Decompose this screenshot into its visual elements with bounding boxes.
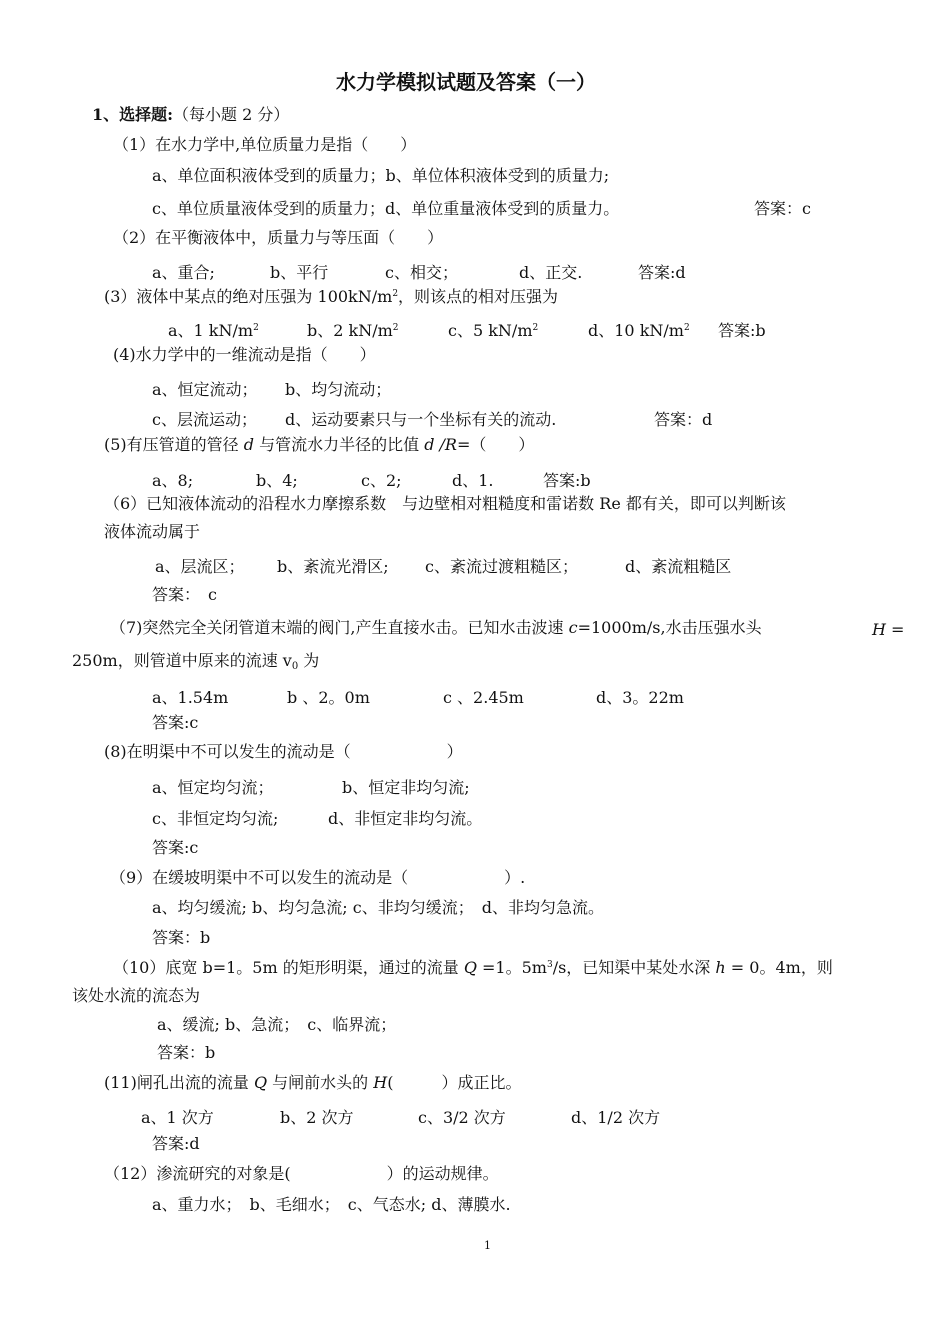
- question-4-option-b: b、均匀流动；: [285, 380, 392, 399]
- section-number: 1、选择题:: [92, 105, 174, 124]
- question-11-option-b: b、2 次方: [280, 1108, 354, 1127]
- question-11-option-c: c、3/2 次方: [418, 1108, 506, 1127]
- question-8-answer: 答案:c: [152, 838, 199, 857]
- question-7-stem-line1: （7)突然完全关闭管道末端的阀门,产生直接水击。已知水击波速 c=1000m/s,水击压强水头: [110, 618, 762, 637]
- question-7-stem-line2: 250m，则管道中原来的流速 $v_0$ 为: [72, 651, 320, 672]
- question-11-stem: (11)闸孔出流的流量 Q 与闸前水头的 H( ）成正比。: [104, 1073, 522, 1092]
- question-3-answer: 答案:b: [718, 321, 766, 340]
- question-6-stem-line2: 液体流动属于: [104, 522, 201, 541]
- question-7-symbol-h: H: [872, 620, 886, 639]
- question-3-option-a: a、1 $kN/m^2$: [168, 321, 259, 340]
- question-2-answer: 答案:d: [638, 263, 686, 282]
- question-9-stem: （9）在缓坡明渠中不可以发生的流动是（ ）.: [110, 868, 526, 887]
- question-4-option-d: d、运动要素只与一个坐标有关的流动.: [285, 410, 557, 429]
- question-10-stem-line1: （10）底宽 b=1。5m 的矩形明渠，通过的流量 Q =1。$5m^3/s$，已知渠中某处水深 h = 0。4m，则: [113, 958, 833, 977]
- question-12-stem: （12）渗流研究的对象是( ）的运动规律。: [104, 1164, 499, 1183]
- question-2-option-b: b、平行: [270, 263, 329, 282]
- question-11-option-a: a、1 次方: [141, 1108, 214, 1127]
- page-title: 水力学模拟试题及答案（一）: [336, 70, 596, 94]
- question-11-option-d: d、1/2 次方: [571, 1108, 661, 1127]
- question-10-stem-line2: 该处水流的流态为: [72, 986, 201, 1005]
- question-6-option-b: b、紊流光滑区;: [277, 557, 389, 576]
- question-5-answer: 答案:b: [543, 471, 591, 490]
- question-10-answer: 答案：b: [157, 1043, 216, 1062]
- question-2-option-c: c、相交；: [385, 263, 458, 282]
- question-7-option-a: a、1.54m: [152, 688, 229, 707]
- question-4-answer: 答案：d: [654, 410, 713, 429]
- question-11-answer: 答案:d: [152, 1134, 200, 1153]
- section-heading: [92, 107, 289, 123]
- question-7-equals: =: [891, 620, 905, 639]
- question-5-option-a: a、8;: [152, 471, 194, 490]
- question-8-option-c: c、非恒定均匀流;: [152, 809, 279, 828]
- question-6-answer: 答案： c: [152, 585, 217, 604]
- question-9-options: a、均匀缓流; b、均匀急流; c、非均匀缓流； d、非均匀急流。: [152, 898, 604, 917]
- question-9-answer: 答案：b: [152, 928, 211, 947]
- question-8-option-a: a、恒定均匀流；: [152, 778, 274, 797]
- question-8-stem: (8)在明渠中不可以发生的流动是（ ）: [104, 742, 463, 761]
- question-1-options-cd: c、单位质量液体受到的质量力；d、单位重量液体受到的质量力。: [152, 199, 620, 218]
- question-4-stem: (4)水力学中的一维流动是指（ ）: [113, 345, 376, 364]
- question-1-options-ab: a、单位面积液体受到的质量力；b、单位体积液体受到的质量力;: [152, 166, 610, 185]
- question-2-option-d: d、正交.: [519, 263, 583, 282]
- question-6-option-c: c、紊流过渡粗糙区；: [425, 557, 578, 576]
- question-5-option-d: d、1.: [452, 471, 494, 490]
- question-8-option-d: d、非恒定非均匀流。: [328, 809, 483, 828]
- question-7-answer: 答案:c: [152, 713, 199, 732]
- page-number: 1: [484, 1239, 491, 1252]
- question-12-options: a、重力水； b、毛细水； c、气态水; d、薄膜水.: [152, 1195, 511, 1214]
- question-4-option-c: c、层流运动；: [152, 410, 257, 429]
- question-3-option-d: d、10 $kN/m^2$: [588, 321, 690, 340]
- question-5-option-c: c、2;: [361, 471, 402, 490]
- section-note: （每小题 2 分）: [173, 105, 290, 124]
- question-8-option-b: b、恒定非均匀流;: [342, 778, 470, 797]
- question-6-option-a: a、层流区；: [155, 557, 245, 576]
- question-3-stem: (3）液体中某点的绝对压强为 $100kN/m^2$，则该点的相对压强为: [104, 287, 559, 306]
- question-7-option-b: b 、2。0m: [287, 688, 370, 707]
- question-1-stem: （1）在水力学中,单位质量力是指（ ）: [113, 135, 417, 154]
- question-3-option-b: b、2 $kN/m^2$: [307, 321, 399, 340]
- question-4-option-a: a、恒定流动；: [152, 380, 258, 399]
- question-6-stem-line1: （6）已知液体流动的沿程水力摩擦系数 与边壁相对粗糙度和雷诺数 Re 都有关，即可以判断该: [104, 494, 786, 513]
- question-5-stem: (5)有压管道的管径 d 与管流水力半径的比值 d /R=（ ）: [104, 435, 535, 454]
- question-5-option-b: b、4;: [256, 471, 298, 490]
- question-7-option-c: c 、2.45m: [443, 688, 524, 707]
- question-2-option-a: a、重合;: [152, 263, 215, 282]
- question-2-stem: （2）在平衡液体中，质量力与等压面（ ）: [113, 228, 444, 247]
- question-10-options: a、缓流; b、急流； c、临界流；: [157, 1015, 397, 1034]
- question-1-answer: 答案：c: [754, 199, 811, 218]
- question-7-option-d: d、3。22m: [596, 688, 684, 707]
- question-6-option-d: d、紊流粗糙区: [625, 557, 732, 576]
- question-3-option-c: c、5 $kN/m^2$: [448, 321, 539, 340]
